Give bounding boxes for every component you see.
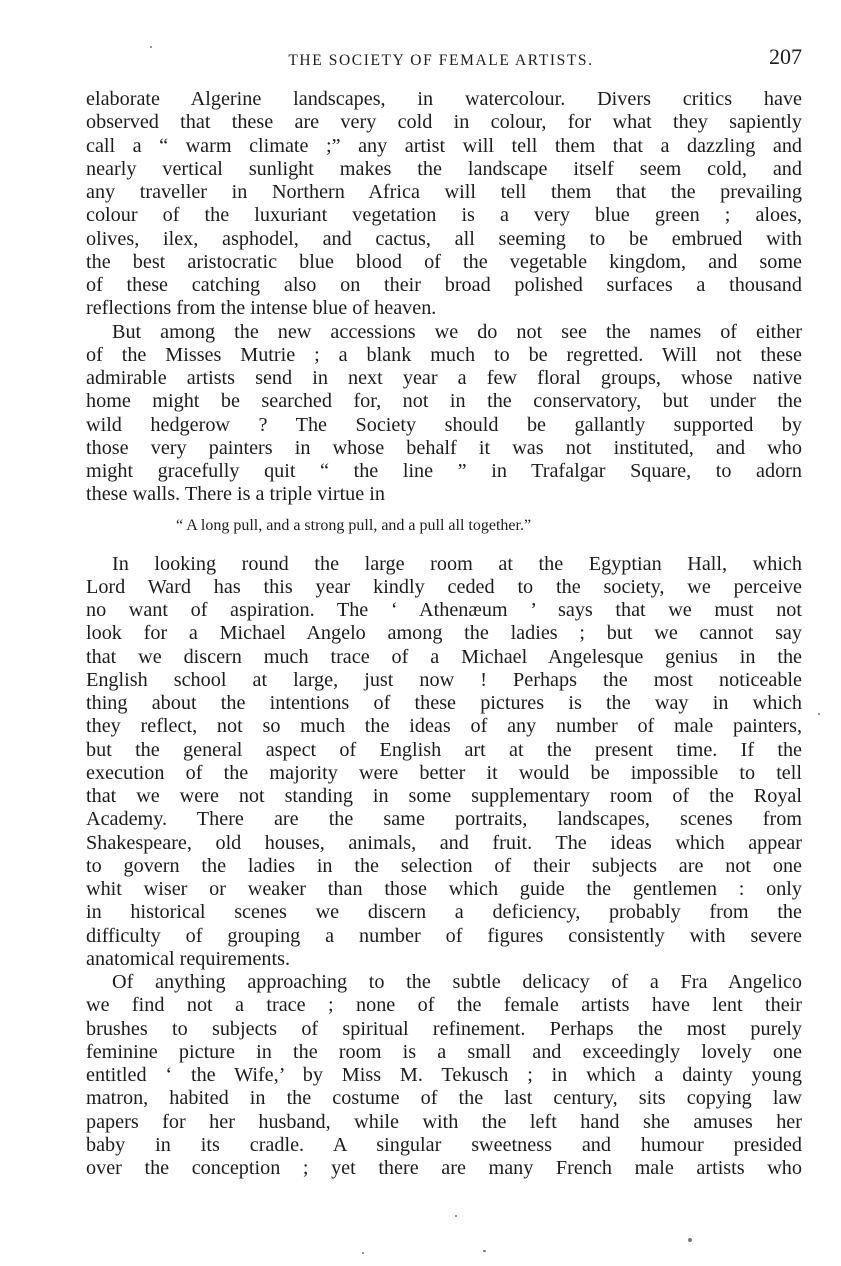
text-line: in historical scenes we discern a deficiency, probably from the — [86, 901, 802, 924]
text-line: Academy. There are the same portraits, landscapes, scenes from — [86, 808, 802, 831]
running-title: THE SOCIETY OF FEMALE ARTISTS. — [288, 52, 594, 69]
text-line: olives, ilex, asphodel, and cactus, all seeming to be embrued with — [86, 227, 802, 250]
text-line: the best aristocratic blue blood of the vegetable kingdom, and some — [86, 250, 802, 273]
text-line: baby in its cradle. A singular sweetness and humour presided — [86, 1133, 802, 1156]
print-speck — [818, 713, 820, 715]
text-line: they reflect, not so much the ideas of any number of male painters, — [86, 715, 802, 738]
text-line: look for a Michael Angelo among the ladies ; but we cannot say — [86, 622, 802, 645]
text-line: that we were not standing in some supplementary room of the Royal — [86, 785, 802, 807]
text-line: observed that these are very cold in colour, for what they sapiently — [86, 111, 802, 134]
text-line: admirable artists send in next year a few floral groups, whose native — [86, 367, 802, 389]
text-line: call a “ warm climate ;” any artist will tell them that a dazzling and — [86, 134, 802, 157]
text-line: reflections from the intense blue of heaven. — [86, 297, 437, 320]
text-line: Of anything approaching to the subtle delicacy of a Fra Angelico — [112, 971, 802, 993]
text-line: those very painters in whose behalf it was not instituted, and who — [86, 436, 802, 459]
print-speck — [362, 1252, 364, 1254]
text-line: of the Misses Mutrie ; a blank much to be regretted. Will not these — [86, 343, 802, 366]
text-line: no want of aspiration. The ‘ Athenæum ’ says that we must not — [86, 599, 802, 621]
print-speck — [455, 1215, 457, 1217]
text-line: over the conception ; yet there are many French male artists who — [86, 1157, 802, 1179]
text-line: but the general aspect of English art at the present time. If the — [86, 738, 802, 761]
body-text — [86, 88, 802, 1180]
paragraph-4 — [86, 971, 802, 1180]
paragraph-2 — [86, 321, 802, 507]
paragraph-1 — [86, 88, 802, 321]
block-quote: “ A long pull, and a strong pull, and a pull all together.” — [176, 516, 532, 534]
text-line: Shakespeare, old houses, animals, and fruit. The ideas which appear — [86, 831, 802, 854]
text-line: Lord Ward has this year kindly ceded to the society, we perceive — [86, 575, 802, 598]
text-line: whit wiser or weaker than those which guide the gentlemen : only — [86, 878, 802, 900]
text-line: we find not a trace ; none of the female artists have lent their — [86, 994, 802, 1017]
text-line: execution of the majority were better it would be impossible to tell — [86, 761, 802, 784]
text-line: nearly vertical sunlight makes the landscape itself seem cold, and — [86, 157, 802, 180]
paragraph-3 — [86, 553, 802, 972]
text-line: that we discern much trace of a Michael Angelesque genius in the — [86, 645, 802, 668]
text-line: papers for her husband, while with the left hand she amuses her — [86, 1110, 802, 1133]
print-speck — [150, 46, 152, 48]
text-line: brushes to subjects of spiritual refinement. Perhaps the most purely — [86, 1017, 802, 1040]
text-line: matron, habited in the costume of the last century, sits copying law — [86, 1087, 802, 1110]
print-speck — [483, 1250, 486, 1252]
text-line: difficulty of grouping a number of figures consistently with severe — [86, 924, 802, 947]
text-line: these walls. There is a triple virtue in — [86, 483, 385, 506]
text-line: English school at large, just now ! Perhaps the most noticeable — [86, 668, 802, 691]
text-line: of these catching also on their broad polished surfaces a thousand — [86, 274, 802, 296]
print-speck — [688, 1238, 692, 1242]
text-line: feminine picture in the room is a small and exceedingly lovely one — [86, 1040, 802, 1063]
page-number: 207 — [769, 44, 802, 69]
text-line: might gracefully quit “ the line ” in Trafalgar Square, to adorn — [86, 460, 802, 482]
text-line: to govern the ladies in the selection of their subjects are not one — [86, 854, 802, 877]
text-line: wild hedgerow ? The Society should be gallantly supported by — [86, 413, 802, 436]
text-line: entitled ‘ the Wife,’ by Miss M. Tekusch ; in which a dainty young — [86, 1064, 802, 1086]
text-line: But among the new accessions we do not see the names of either — [112, 320, 802, 343]
text-line: home might be searched for, not in the conservatory, but under the — [86, 390, 802, 413]
text-line: any traveller in Northern Africa will tell them that the prevailing — [86, 181, 802, 203]
page-header — [80, 44, 802, 76]
text-line: elaborate Algerine landscapes, in watercolour. Divers critics have — [86, 88, 802, 110]
text-line: anatomical requirements. — [86, 947, 291, 970]
text-line: colour of the luxuriant vegetation is a very blue green ; aloes, — [86, 204, 802, 227]
text-line: In looking round the large room at the Egyptian Hall, which — [112, 552, 802, 575]
text-line: thing about the intentions of these pictures is the way in which — [86, 692, 802, 714]
